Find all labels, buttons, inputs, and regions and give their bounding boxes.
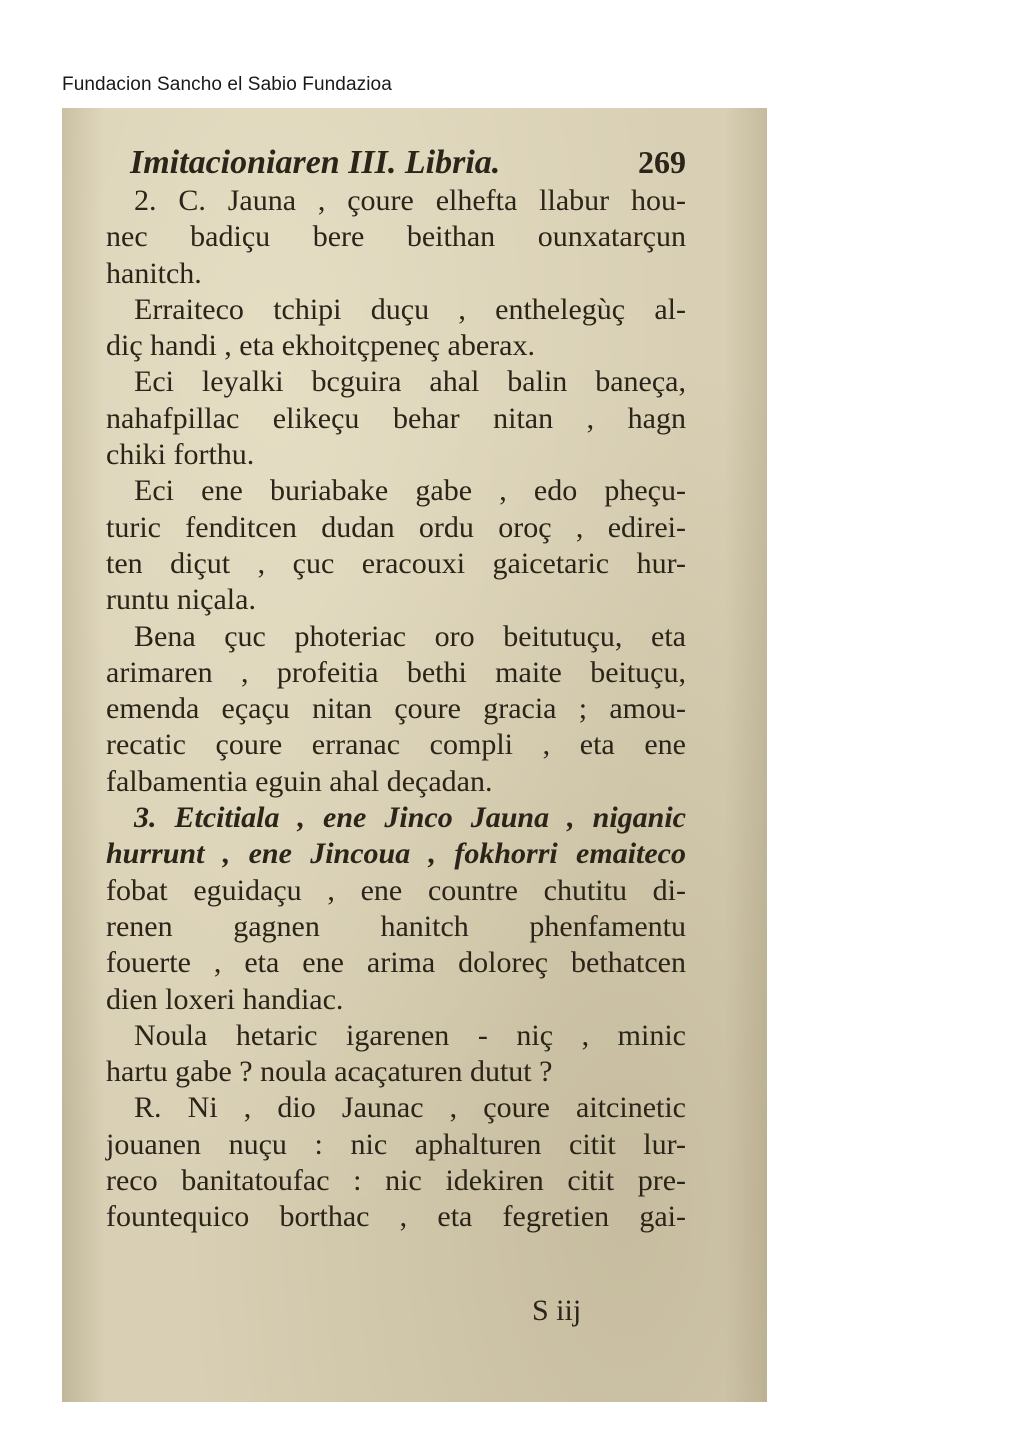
text-line: R. Ni , dio Jaunac , çoure aitcinetic bbox=[134, 1091, 686, 1125]
text-line: hartu gabe ? noula acaçaturen dutut ? bbox=[106, 1055, 553, 1089]
signature-mark: S iij bbox=[532, 1294, 582, 1327]
page-number: 269 bbox=[638, 144, 686, 180]
text-line: jouanen nuçu : nic aphalturen citit lur- bbox=[106, 1127, 686, 1161]
text-line: fouerte , eta ene arima doloreç bethatcen bbox=[106, 946, 686, 980]
text-line: fobat eguidaçu , ene countre chutitu di- bbox=[106, 873, 686, 907]
text-line: turic fenditcen dudan ordu oroç , edirei- bbox=[106, 510, 686, 544]
page-text bbox=[106, 142, 686, 1236]
text-line: Bena çuc photeriac oro beitutuçu, eta bbox=[134, 619, 686, 653]
text-line: 3. Etcitiala , ene Jinco Jauna , niganic bbox=[134, 801, 686, 835]
text-line: recatic çoure erranac compli , eta ene bbox=[106, 728, 686, 762]
text-line: falbamentia eguin ahal deçadan. bbox=[106, 764, 493, 798]
text-line: Eci leyalki bcguira ahal balin baneça, bbox=[134, 365, 686, 399]
text-line: 2. C. Jauna , çoure elhefta llabur hou- bbox=[134, 184, 686, 217]
text-line: dien loxeri handiac. bbox=[106, 982, 344, 1016]
text-line: chiki forthu. bbox=[106, 438, 255, 472]
text-line: Erraiteco tchipi duçu , enthelegùç al- bbox=[134, 292, 686, 326]
text-line: diç handi , eta ekhoitçpeneç aberax. bbox=[106, 329, 535, 363]
text-line: hurrunt , ene Jincoua , fokhorri emaiteco bbox=[106, 837, 686, 871]
running-head bbox=[130, 142, 686, 183]
text-line: emenda eçaçu nitan çoure gracia ; amou- bbox=[106, 692, 686, 726]
text-line: hanitch. bbox=[106, 256, 202, 290]
text-line: Noula hetaric igarenen - niç , minic bbox=[134, 1018, 686, 1052]
text-line: fountequico borthac , eta fegretien gai- bbox=[106, 1200, 686, 1234]
text-line: reco banitatoufac : nic idekiren citit pre- bbox=[106, 1164, 686, 1198]
text-line: nec badiçu bere beithan ounxatarçun bbox=[106, 220, 686, 254]
scanned-page bbox=[62, 108, 767, 1402]
text-line: runtu niçala. bbox=[106, 583, 256, 617]
text-line: renen gagnen hanitch phenfamentu bbox=[106, 909, 686, 943]
text-line: ten diçut , çuc eracouxi gaicetaric hur- bbox=[106, 546, 686, 580]
text-line: nahafpillac elikeçu behar nitan , hagn bbox=[106, 401, 686, 435]
source-header: Fundacion Sancho el Sabio Fundazioa bbox=[62, 74, 392, 95]
running-title: Imitacioniaren III. Libria. bbox=[130, 144, 501, 181]
text-line: Eci ene buriabake gabe , edo pheçu- bbox=[134, 474, 686, 508]
text-line: arimaren , profeitia bethi maite beituçu, bbox=[106, 655, 686, 689]
